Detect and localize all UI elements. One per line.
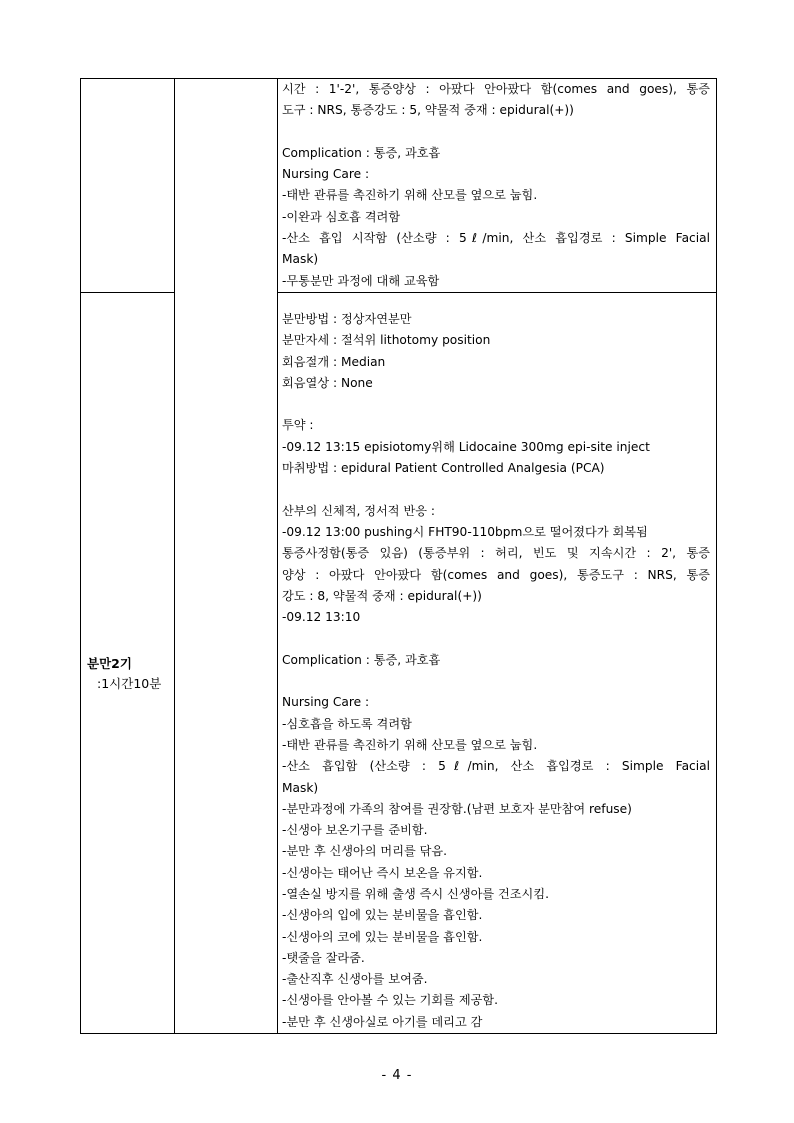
text-line: -신생아의 코에 있는 분비물을 흡인함.: [282, 929, 483, 944]
text-line: -분만과정에 가족의 참여를 권장함.(남편 보호자 분만참여 refuse): [282, 801, 632, 816]
text-line: -분만 후 신생아의 머리를 닦음.: [282, 844, 448, 859]
text-line: Complication : 통증, 과호흡: [282, 652, 441, 667]
text-line: Complication : 통증, 과호흡: [282, 145, 441, 160]
blank-line: [282, 628, 710, 649]
text-line: 도구 : NRS, 통증강도 : 5, 약물적 중재 : epidural(+)): [282, 103, 574, 118]
text-line: -심호흡을 하도록 격려함: [282, 716, 412, 731]
row2-content: [278, 293, 716, 1033]
text-line: 투약 :: [282, 418, 314, 433]
text-line: 강도 : 8, 약물적 중재 : epidural(+)): [282, 588, 482, 603]
text-line: -이완과 심호흡 격려함: [282, 209, 401, 224]
text-line: -09.12 13:10: [282, 610, 361, 625]
text-line: 회음열상 : None: [282, 375, 373, 390]
text-line: 분만방법 : 정상자연분만: [282, 311, 412, 326]
text-line: 시간 : 1'-2', 통증양상 : 아팠다 안아팠다 함(comes and goes), 통증: [282, 82, 710, 96]
text-line: -산소 흡입 시작함 (산소량 : 5ℓ/min, 산소 흡입경로 : Simple Facial: [282, 231, 710, 246]
text-line: -신생아의 입에 있는 분비물을 흡인함.: [282, 908, 483, 923]
text-line: 산부의 신체적, 정서적 반응 :: [282, 503, 435, 518]
text-line: -신생아를 안아볼 수 있는 기회를 제공함.: [282, 993, 499, 1008]
text-line: -탯줄을 잘라줌.: [282, 950, 365, 965]
stage-cell-empty: [81, 79, 175, 293]
nursing-record-table: [80, 78, 717, 1034]
blank-line: [282, 671, 710, 692]
text-line: 양상 : 아팠다 안아팠다 함(comes and goes), 통증도구 : NRS, 통증: [282, 567, 710, 582]
text-line: -09.12 13:15 episiotomy위해 Lidocaine 300mg epi-site inject: [282, 439, 650, 454]
stage-duration: :1시간10분: [97, 676, 162, 692]
text-line: -신생아 보온기구를 준비함.: [282, 823, 428, 838]
text-line: -산소 흡입함 (산소량 : 5ℓ/min, 산소 흡입경로 : Simple Facial: [282, 759, 710, 774]
text-line: -태반 관류를 촉진하기 위해 산모를 옆으로 눕힘.: [282, 737, 538, 752]
text-line: 통증사정함(통증 있음) (통증부위 : 허리, 빈도 및 지속시간 : 2', 통증: [282, 546, 710, 561]
text-line: -09.12 13:00 pushing시 FHT90-110bpm으로 떨어졌다가 회복됨: [282, 524, 648, 539]
text-line: Mask): [282, 780, 319, 795]
text-line: 마취방법 : epidural Patient Controlled Analgesia (PCA): [282, 461, 605, 476]
text-line: Nursing Care :: [282, 695, 370, 710]
text-line: -신생아는 태어난 즉시 보온을 유지함.: [282, 865, 483, 880]
text-line: Mask): [282, 252, 319, 267]
text-line: -열손실 방지를 위해 출생 즉시 신생아를 건조시킴.: [282, 886, 549, 901]
text-line: 분만자세 : 절석위 lithotomy position: [282, 333, 491, 348]
text-line: 회음절개 : Median: [282, 354, 386, 369]
blank-line: [282, 394, 710, 415]
text-line: Nursing Care :: [282, 167, 370, 182]
time-cell-empty: [175, 79, 278, 1034]
page-number: - 4 -: [381, 1068, 413, 1083]
content-cell: [278, 292, 717, 1033]
blank-line: [282, 479, 710, 500]
content-cell: [278, 79, 717, 293]
blank-line: [282, 122, 710, 143]
text-line: -출산직후 신생아를 보여줌.: [282, 972, 428, 987]
stage-title: 분만2기: [87, 656, 132, 672]
table-row: [81, 79, 717, 293]
text-line: -무통분만 과정에 대해 교육함: [282, 273, 440, 288]
row1-content: [278, 79, 716, 292]
text-line: -분만 후 신생아실로 아기를 데리고 감: [282, 1014, 483, 1029]
stage-cell: [81, 292, 175, 1033]
text-line: -태반 관류를 촉진하기 위해 산모를 옆으로 눕힘.: [282, 188, 538, 203]
